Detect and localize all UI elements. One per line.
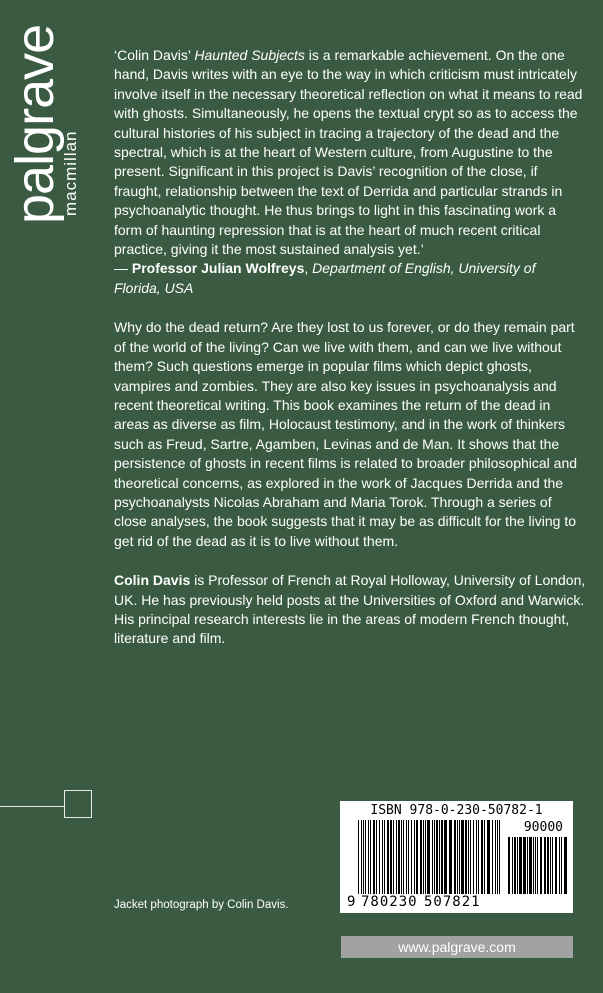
review-quote	[114, 46, 586, 298]
decorative-square-icon	[64, 790, 92, 818]
back-cover-text	[114, 46, 586, 669]
quote-open: ‘Colin Davis’	[114, 47, 195, 63]
author-bio-text: is Professor of French at Royal Holloway, University of London, UK. He has previously held posts at the Universities of Oxford and Warwick. His principal research interests lie in the areas of modern French thought, literature and film.	[114, 572, 586, 647]
book-description: Why do the dead return? Are they lost to us forever, or do they remain part of the world of the living? Can we live with them, and can we live without them? Such questions emerge in popular films which depict ghosts, vampires and zombies. They are also key issues in psychoanalysis and recent theoretical writing. This book examines the return of the dead in areas as diverse as film, Holocaust testimony, and in the work of thinkers such as Freud, Sartre, Agamben, Levinas and de Man. It shows that the persistence of ghosts in recent films is related to broader philosophical and theoretical concerns, as explored in the work of Jacques Derrida and the psychoanalysts Nicolas Abraham and Maria Torok. Through a series of close analyses, the book suggests that it may be as difficult for the living to get rid of the dead as it is to live without them.	[114, 319, 578, 549]
decorative-rule	[0, 806, 64, 807]
publisher-website-link[interactable]: www.palgrave.com	[341, 936, 573, 958]
attribution-dash: —	[114, 260, 132, 277]
publisher-logo	[5, 24, 112, 234]
quote-body: is a remarkable achievement. On the one hand, Davis writes with an eye to the way in which criticism must intricately involve itself in the necessary theoretical reflection on what it means to read with ghosts. Simultaneously, he opens the textual crypt so as to access the cultural histories of his subject in tracing a trajectory of the dead and the spectral, which is at the heart of Western culture, from Augustine to the present. Significant in this project is Davis’ recognition of the close, if fraught, relationship between the text of Derrida and particular strands in psychoanalytic thought. He thus brings to light in this fascinating work a form of haunting repression that is at the heart of much recent critical practice, giving it the most sustained analysis yet.’	[114, 47, 583, 258]
publisher-name: palgrave	[5, 24, 65, 224]
author-name: Colin Davis	[114, 572, 191, 589]
reviewer-affiliation: Department of English, University of Florida, USA	[114, 260, 536, 296]
author-bio	[114, 571, 586, 649]
publisher-wordmark	[5, 24, 80, 224]
barcode-digits-right: 507821	[424, 894, 481, 910]
barcode-digit-first: 9	[347, 894, 356, 910]
reviewer-name: Professor Julian Wolfreys	[131, 260, 305, 277]
attribution-separator: ,	[304, 260, 313, 277]
photo-credit: Jacket photograph by Colin Davis.	[114, 899, 289, 911]
publisher-imprint: macmillan	[61, 130, 80, 216]
barcode-digits-left: 780230	[361, 894, 418, 910]
price-code: 90000	[523, 820, 563, 835]
isbn-barcode	[340, 801, 573, 913]
quote-book-title: Haunted Subjects	[194, 47, 305, 63]
isbn-label: ISBN 978-0-230-50782-1	[370, 803, 543, 818]
